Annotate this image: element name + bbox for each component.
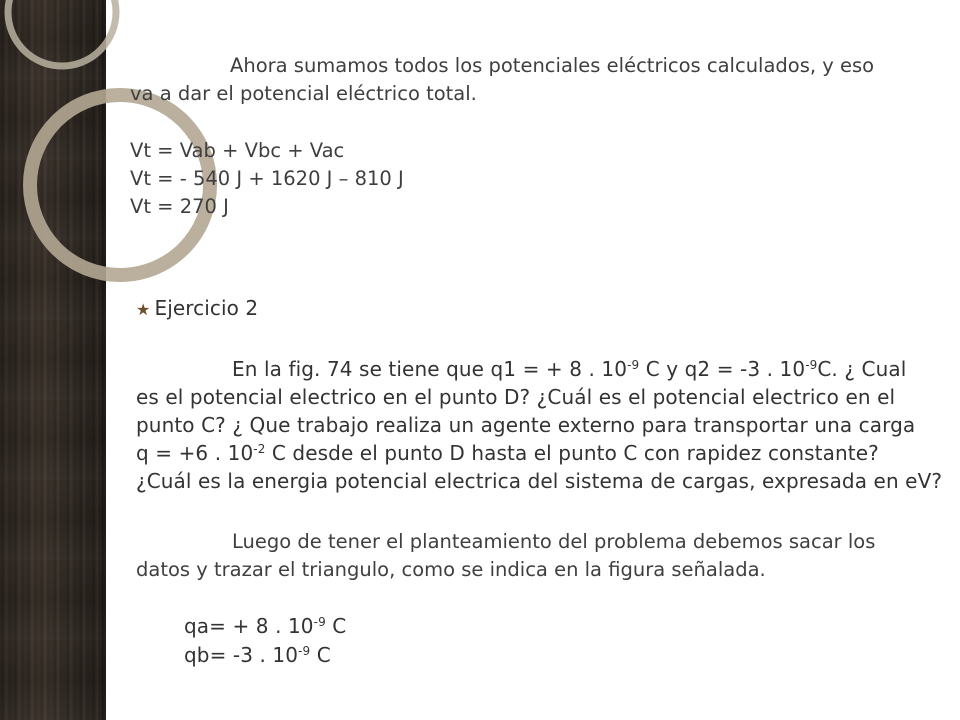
text-segment: C xyxy=(310,643,331,667)
exponent: -9 xyxy=(298,644,311,658)
text-segment: C desde el punto D hasta el punto C con rapidez constante? xyxy=(265,441,879,465)
intro-line-2: va a dar el potencial eléctrico total. xyxy=(130,82,477,105)
exercise-line-4 xyxy=(136,442,879,464)
text-segment: C xyxy=(325,614,347,638)
exponent: -2 xyxy=(253,442,266,456)
paragraph-2-line-1: Luego de tener el planteamiento del problema debemos sacar los xyxy=(232,530,876,553)
ring-top xyxy=(8,0,116,66)
equation-3: Vt = 270 J xyxy=(130,195,229,218)
text-segment: qa= + 8 . 10 xyxy=(184,614,314,638)
exercise-line-2: es el potencial electrico en el punto D? ¿Cuál es el potencial electrico en el xyxy=(136,385,896,409)
star-icon: ★ xyxy=(136,300,151,319)
data-qa xyxy=(184,615,346,637)
exponent: -9 xyxy=(627,358,640,372)
intro-line-1: Ahora sumamos todos los potenciales eléctricos calculados, y eso xyxy=(230,54,875,77)
text-segment: C. ¿ Cual xyxy=(817,357,907,381)
equation-1: Vt = Vab + Vbc + Vac xyxy=(130,139,345,162)
text-segment: qb= -3 . 10 xyxy=(184,643,299,667)
exponent: -9 xyxy=(805,358,818,372)
exercise-title: Ejercicio 2 xyxy=(154,296,259,320)
exponent: -9 xyxy=(313,615,326,629)
data-qb xyxy=(184,644,331,666)
text-segment: q = +6 . 10 xyxy=(136,441,254,465)
equation-2: Vt = - 540 J + 1620 J – 810 J xyxy=(130,167,404,190)
exercise-line-3: punto C? ¿ Que trabajo realiza un agente externo para transportar una carga xyxy=(136,413,916,437)
paragraph-2-line-2: datos y trazar el triangulo, como se indica en la figura señalada. xyxy=(136,558,766,581)
exercise-line-5: ¿Cuál es la energia potencial electrica del sistema de cargas, expresada en eV? xyxy=(136,469,943,493)
exercise-title-row xyxy=(136,297,258,321)
text-segment: C y q2 = -3 . 10 xyxy=(639,357,806,381)
exercise-line-1 xyxy=(232,358,906,380)
text-segment: En la fig. 74 se tiene que q1 = + 8 . 10 xyxy=(232,357,628,381)
